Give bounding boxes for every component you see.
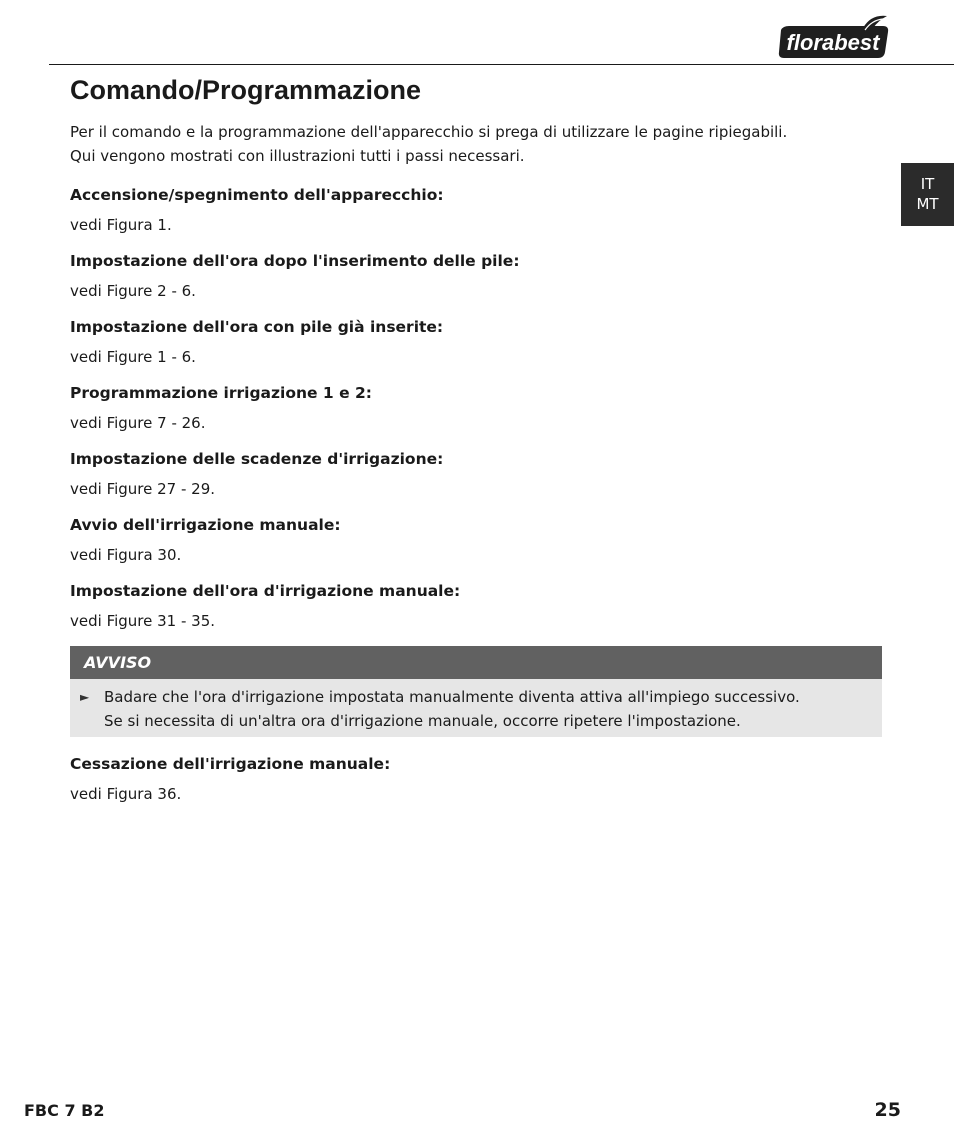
section-heading: Impostazione delle scadenze d'irrigazione: [70,450,444,468]
logo-text: florabest [786,30,880,55]
header-divider [49,64,954,65]
section-heading: Avvio dell'irrigazione manuale: [70,516,341,534]
section-heading: Cessazione dell'irrigazione manuale: [70,755,391,773]
section-text: vedi Figure 2 - 6. [70,282,196,300]
triangle-right-icon: ► [80,690,90,704]
section-heading: Impostazione dell'ora d'irrigazione manuale: [70,582,461,600]
section-time-batteries-inserted [70,318,882,366]
notice-line: Badare che l'ora d'irrigazione impostata manualmente diventa attiva all'impiego successivo. [104,688,800,706]
language-code-it: IT [920,175,935,193]
section-heading: Programmazione irrigazione 1 e 2: [70,384,373,402]
section-manual-stop [70,755,882,803]
section-text: vedi Figura 30. [70,546,182,564]
main-content [70,72,882,803]
section-irrigation-intervals [70,450,882,498]
intro-line: Per il comando e la programmazione dell'apparecchio si prega di utilizzare le pagine ripiegabili. [70,123,788,141]
section-text: vedi Figura 1. [70,216,172,234]
section-manual-time [70,582,882,630]
section-heading: Impostazione dell'ora con pile già inserite: [70,318,444,336]
notice-text [104,685,800,733]
page-number: 25 [874,1099,901,1121]
section-irrigation-programming [70,384,882,432]
florabest-logo [775,14,893,60]
language-code-mt: MT [916,195,939,213]
notice-box [70,646,882,737]
section-manual-start [70,516,882,564]
notice-body [70,679,882,737]
notice-title: AVVISO [70,646,882,679]
intro-paragraph [70,120,882,168]
section-text: vedi Figura 36. [70,785,182,803]
section-time-after-batteries [70,252,882,300]
section-text: vedi Figure 1 - 6. [70,348,196,366]
page-title: Comando/Programmazione [70,75,422,105]
section-text: vedi Figure 7 - 26. [70,414,206,432]
intro-line: Qui vengono mostrati con illustrazioni tutti i passi necessari. [70,147,525,165]
section-heading: Impostazione dell'ora dopo l'inserimento delle pile: [70,252,520,270]
section-heading: Accensione/spegnimento dell'apparecchio: [70,186,444,204]
section-power [70,186,882,234]
section-text: vedi Figure 27 - 29. [70,480,216,498]
notice-line: Se si necessita di un'altra ora d'irrigazione manuale, occorre ripetere l'impostazione. [104,712,741,730]
footer-model: FBC 7 B2 [24,1101,105,1120]
section-text: vedi Figure 31 - 35. [70,612,216,630]
language-tab [901,163,954,226]
